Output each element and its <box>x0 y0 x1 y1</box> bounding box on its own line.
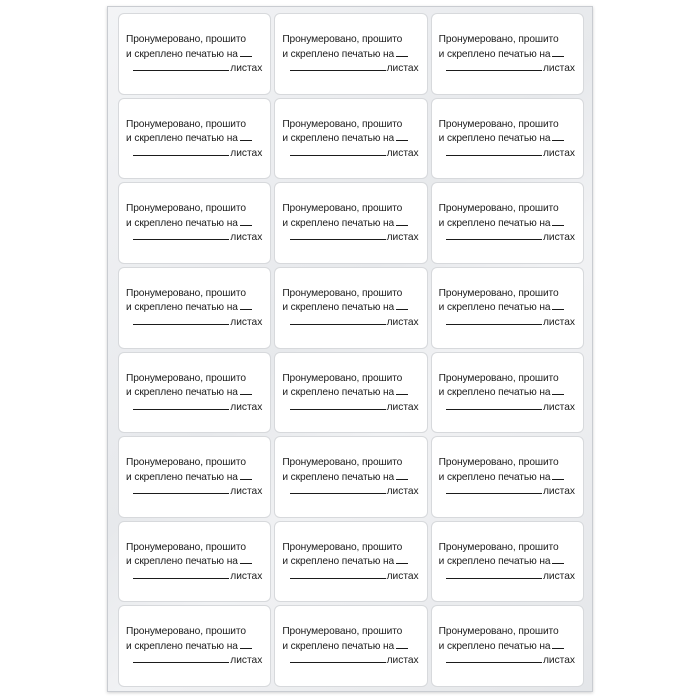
blank-long <box>290 230 386 240</box>
blank-long <box>133 61 229 71</box>
sticker-sheet <box>107 6 593 692</box>
label-line-1: Пронумеровано, прошито <box>438 203 559 215</box>
label-line-1: Пронумеровано, прошито <box>282 118 403 130</box>
label-line-2 <box>439 131 577 146</box>
label-line-2-text: и скреплено печатью на <box>282 556 395 568</box>
label-line-1: Пронумеровано, прошито <box>126 626 246 638</box>
label-line-2 <box>126 300 264 315</box>
label-line-2-text: и скреплено печатью на <box>438 302 551 314</box>
label-line-3 <box>126 146 264 161</box>
label-line-2-text: и скреплено печатью на <box>438 640 551 652</box>
blank-short <box>240 131 252 141</box>
blank-long <box>133 400 229 410</box>
label-line-2 <box>439 639 577 654</box>
label-grid <box>118 13 584 687</box>
blank-long <box>446 146 542 156</box>
label-line-3-text: листах <box>230 486 263 498</box>
label-line-3 <box>282 146 420 161</box>
label-line-3 <box>439 484 577 499</box>
label-line-1: Пронумеровано, прошито <box>126 34 246 45</box>
sticker-label <box>274 182 427 264</box>
label-line-1: Пронумеровано, прошито <box>126 203 246 215</box>
sticker-label <box>431 521 584 603</box>
label-line-2 <box>439 385 577 400</box>
label-line-2 <box>126 385 264 400</box>
label-line-3-text: листах <box>386 147 419 159</box>
label-line-3-text: листах <box>542 401 575 413</box>
label-line-2-text: и скреплено печатью на <box>282 302 395 314</box>
label-line-2 <box>439 300 577 315</box>
sticker-label <box>274 352 427 434</box>
label-line-2-text: и скреплено печатью на <box>126 302 238 314</box>
blank-long <box>290 484 386 494</box>
sticker-label <box>118 13 271 95</box>
label-line-2 <box>282 639 420 654</box>
blank-short <box>552 216 564 226</box>
blank-long <box>446 230 542 240</box>
label-line-2 <box>126 470 264 485</box>
blank-short <box>240 639 252 649</box>
blank-short <box>552 639 564 649</box>
blank-long <box>446 484 542 494</box>
label-line-3-text: листах <box>542 147 575 159</box>
label-line-3 <box>282 315 420 330</box>
label-line-3 <box>439 230 577 245</box>
label-line-3 <box>282 569 420 584</box>
blank-short <box>396 639 408 649</box>
label-line-2 <box>282 385 420 400</box>
label-line-3 <box>126 400 264 415</box>
sticker-label <box>118 436 271 518</box>
label-line-2 <box>126 639 264 654</box>
sticker-label <box>118 521 271 603</box>
label-line-3-text: листах <box>542 232 575 244</box>
sticker-label <box>431 605 584 687</box>
label-line-3 <box>282 653 420 668</box>
label-line-1: Пронумеровано, прошито <box>126 287 246 299</box>
blank-short <box>396 216 408 226</box>
blank-long <box>290 146 386 156</box>
label-line-1: Пронумеровано, прошито <box>438 34 559 45</box>
label-line-3-text: листах <box>386 232 419 244</box>
sticker-label <box>118 605 271 687</box>
label-line-3 <box>282 400 420 415</box>
label-line-2 <box>439 470 577 485</box>
sticker-label <box>274 436 427 518</box>
blank-short <box>240 470 252 480</box>
label-line-3-text: листах <box>386 63 419 74</box>
label-line-2-text: и скреплено печатью на <box>438 387 551 398</box>
label-line-3 <box>126 653 264 668</box>
label-line-2-text: и скреплено печатью на <box>282 48 395 60</box>
blank-long <box>290 653 386 663</box>
label-line-2 <box>126 47 264 62</box>
label-line-1: Пронумеровано, прошито <box>438 541 559 553</box>
label-line-1: Пронумеровано, прошито <box>126 457 246 469</box>
label-line-3 <box>126 61 264 76</box>
blank-long <box>290 569 386 579</box>
label-line-3 <box>126 569 264 584</box>
label-line-3 <box>126 315 264 330</box>
label-line-3 <box>439 569 577 584</box>
blank-short <box>552 300 564 310</box>
label-line-2-text: и скреплено печатью на <box>282 387 395 398</box>
blank-long <box>133 569 229 579</box>
label-line-2 <box>282 47 420 62</box>
label-line-3-text: листах <box>230 232 263 244</box>
label-line-3-text: листах <box>542 316 575 328</box>
label-line-3 <box>439 315 577 330</box>
label-line-3-text: листах <box>386 655 419 667</box>
label-line-2-text: и скреплено печатью на <box>126 471 238 483</box>
blank-short <box>552 554 564 564</box>
blank-short <box>396 554 408 564</box>
label-line-2 <box>439 47 577 62</box>
label-line-3-text: листах <box>542 570 575 582</box>
label-line-3 <box>439 61 577 76</box>
blank-short <box>240 216 252 226</box>
blank-long <box>133 484 229 494</box>
blank-short <box>552 470 564 480</box>
label-line-1: Пронумеровано, прошито <box>438 287 559 299</box>
label-line-2 <box>282 216 420 231</box>
label-line-3 <box>439 653 577 668</box>
label-line-2-text: и скреплено печатью на <box>126 133 238 145</box>
blank-short <box>396 47 408 57</box>
label-line-3-text: листах <box>230 63 263 74</box>
label-line-3-text: листах <box>542 486 575 498</box>
blank-short <box>240 47 252 57</box>
sticker-label <box>274 521 427 603</box>
label-line-2-text: и скреплено печатью на <box>438 556 551 568</box>
label-line-3 <box>126 230 264 245</box>
blank-short <box>240 385 252 395</box>
label-line-3-text: листах <box>230 401 263 413</box>
label-line-2-text: и скреплено печатью на <box>126 640 238 652</box>
sticker-label <box>431 98 584 180</box>
blank-long <box>133 653 229 663</box>
label-line-1: Пронумеровано, прошито <box>126 118 246 130</box>
label-line-3-text: листах <box>386 316 419 328</box>
sticker-label <box>431 436 584 518</box>
sticker-label <box>118 98 271 180</box>
label-line-2 <box>282 300 420 315</box>
label-line-3-text: листах <box>386 570 419 582</box>
sticker-label <box>118 267 271 349</box>
label-line-2-text: и скреплено печатью на <box>126 48 238 60</box>
label-line-2-text: и скреплено печатью на <box>126 556 238 568</box>
label-line-3-text: листах <box>386 486 419 498</box>
label-line-1: Пронумеровано, прошито <box>282 626 403 638</box>
sticker-label <box>274 605 427 687</box>
label-line-3 <box>282 61 420 76</box>
blank-long <box>133 146 229 156</box>
label-line-1: Пронумеровано, прошито <box>438 118 559 130</box>
sticker-label <box>431 182 584 264</box>
label-line-1: Пронумеровано, прошито <box>282 287 403 299</box>
sticker-label <box>118 182 271 264</box>
label-line-1: Пронумеровано, прошито <box>282 457 403 469</box>
blank-short <box>552 131 564 141</box>
blank-long <box>446 400 542 410</box>
sticker-label <box>431 352 584 434</box>
label-line-3-text: листах <box>230 147 263 159</box>
label-line-2 <box>126 216 264 231</box>
blank-short <box>552 47 564 57</box>
label-line-2-text: и скреплено печатью на <box>438 133 551 145</box>
sticker-label <box>274 13 427 95</box>
label-line-3 <box>439 400 577 415</box>
blank-long <box>446 653 542 663</box>
blank-short <box>396 385 408 395</box>
blank-long <box>290 315 386 325</box>
label-line-2 <box>439 554 577 569</box>
label-line-1: Пронумеровано, прошито <box>282 372 403 384</box>
blank-short <box>240 300 252 310</box>
label-line-1: Пронумеровано, прошито <box>282 203 403 215</box>
blank-short <box>396 131 408 141</box>
sticker-label <box>274 267 427 349</box>
label-line-2 <box>282 131 420 146</box>
label-line-2-text: и скреплено печатью на <box>126 217 238 229</box>
blank-long <box>446 315 542 325</box>
label-line-2-text: и скреплено печатью на <box>438 48 551 60</box>
label-line-2 <box>126 554 264 569</box>
label-line-1: Пронумеровано, прошито <box>438 457 559 469</box>
label-line-2 <box>126 131 264 146</box>
label-line-2-text: и скреплено печатью на <box>282 133 395 145</box>
sticker-label <box>118 352 271 434</box>
label-line-2-text: и скреплено печатью на <box>282 471 395 483</box>
label-line-2-text: и скреплено печатью на <box>282 217 395 229</box>
label-line-1: Пронумеровано, прошито <box>126 372 246 384</box>
label-line-1: Пронумеровано, прошито <box>282 34 403 45</box>
label-line-3 <box>439 146 577 161</box>
label-line-3 <box>126 484 264 499</box>
blank-long <box>133 315 229 325</box>
label-line-2-text: и скреплено печатью на <box>438 217 551 229</box>
label-line-1: Пронумеровано, прошито <box>438 626 559 638</box>
label-line-2 <box>282 554 420 569</box>
blank-short <box>396 300 408 310</box>
label-line-3-text: листах <box>230 316 263 328</box>
label-line-3-text: листах <box>230 655 263 667</box>
label-line-3 <box>282 230 420 245</box>
blank-short <box>552 385 564 395</box>
label-line-2 <box>282 470 420 485</box>
label-line-2 <box>439 216 577 231</box>
blank-short <box>396 470 408 480</box>
label-line-3-text: листах <box>542 63 575 74</box>
sticker-label <box>431 13 584 95</box>
label-line-2-text: и скреплено печатью на <box>438 471 551 483</box>
blank-long <box>133 230 229 240</box>
label-line-2-text: и скреплено печатью на <box>126 387 238 398</box>
label-line-3-text: листах <box>542 655 575 667</box>
blank-long <box>446 569 542 579</box>
label-line-3-text: листах <box>386 401 419 413</box>
sticker-label <box>274 98 427 180</box>
label-line-1: Пронумеровано, прошито <box>282 541 403 553</box>
blank-long <box>290 400 386 410</box>
label-line-1: Пронумеровано, прошито <box>438 372 559 384</box>
label-line-3 <box>282 484 420 499</box>
blank-long <box>290 61 386 71</box>
blank-short <box>240 554 252 564</box>
label-line-2-text: и скреплено печатью на <box>282 640 395 652</box>
label-line-3-text: листах <box>230 570 263 582</box>
blank-long <box>446 61 542 71</box>
sticker-label <box>431 267 584 349</box>
label-line-1: Пронумеровано, прошито <box>126 541 246 553</box>
